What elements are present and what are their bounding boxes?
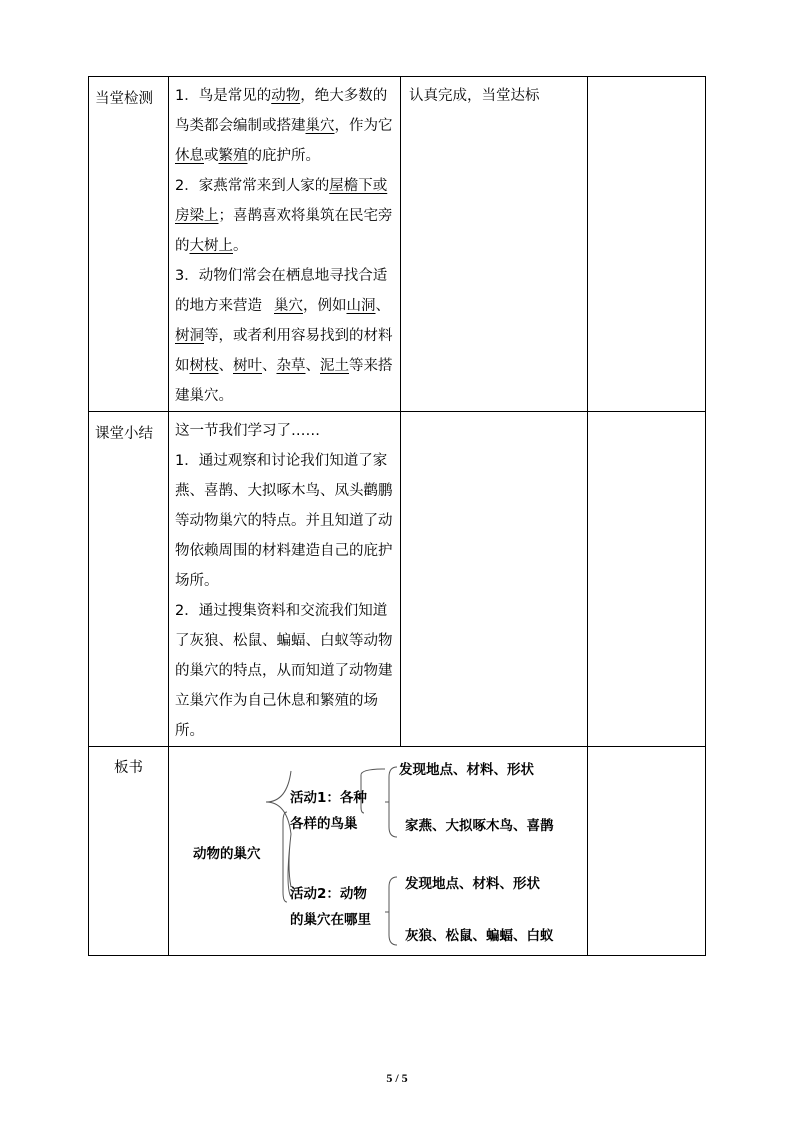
activity1-line1: 活动1：各种 (290, 790, 367, 806)
activity2-line1: 活动2：动物 (290, 886, 367, 902)
root-bracket-top (266, 771, 291, 834)
activity2-line2: 的巢穴在哪里 (290, 912, 371, 928)
board-diagram (169, 747, 588, 956)
board-root: 动物的巢穴 (193, 846, 261, 862)
check-notes (588, 77, 706, 412)
label-summary: 课堂小结 (89, 412, 169, 747)
a1-item-1: 发现地点、材料、形状 (399, 762, 534, 778)
row-summary (89, 412, 706, 747)
summary-content (169, 412, 401, 747)
a2-item-1: 发现地点、材料、形状 (405, 876, 540, 892)
check-item-1: 1．鸟是常见的动物，绝大多数的鸟类都会编制或搭建巢穴，作为它休息或繁殖的庇护所。 (175, 88, 393, 164)
summary-item-1: 1．通过观察和讨论我们知道了家燕、喜鹊、大拟啄木鸟、凤头鹳鹏等动物巢穴的特点。并且知道了动物依赖周围的材料建造自己的庇护场所。 (175, 453, 393, 589)
activity1-line2: 各样的鸟巢 (290, 816, 358, 832)
a2-bracket (385, 877, 397, 945)
check-content (169, 77, 401, 412)
a1-item-2: 家燕、大拟啄木鸟、喜鹊 (405, 818, 554, 834)
summary-notes (588, 412, 706, 747)
label-check: 当堂检测 (89, 77, 169, 412)
check-item-2: 2．家燕常常来到人家的屋檐下或房梁上；喜鹊喜欢将巢筑在民宅旁的大树上。 (175, 178, 393, 254)
lesson-table (88, 76, 706, 956)
root-bracket (283, 812, 287, 902)
check-item-3: 3．动物们常会在栖息地寻找合适的地方来营造 巢穴，例如山洞、树洞等，或者利用容易找到的材料如树枝、树叶、杂草、泥土等来搭建巢穴。 (175, 268, 393, 404)
a1-bracket (385, 767, 397, 837)
row-board (89, 747, 706, 956)
page-number: 5 / 5 (386, 1071, 408, 1085)
a2-unused (385, 767, 401, 865)
summary-intro: 这一节我们学习了…… (175, 423, 320, 439)
board-notes (588, 747, 706, 956)
check-requirement: 认真完成，当堂达标 (401, 77, 588, 412)
label-board: 板书 (89, 747, 169, 956)
row-check (89, 77, 706, 412)
a2-item-2: 灰狼、松鼠、蝙蝠、白蚁 (405, 928, 554, 944)
summary-item-2: 2．通过搜集资料和交流我们知道了灰狼、松鼠、蝙蝠、白蚁等动物的巢穴的特点，从而知道了动物建立巢穴作为自己休息和繁殖的场所。 (175, 603, 393, 739)
summary-col3 (401, 412, 588, 747)
